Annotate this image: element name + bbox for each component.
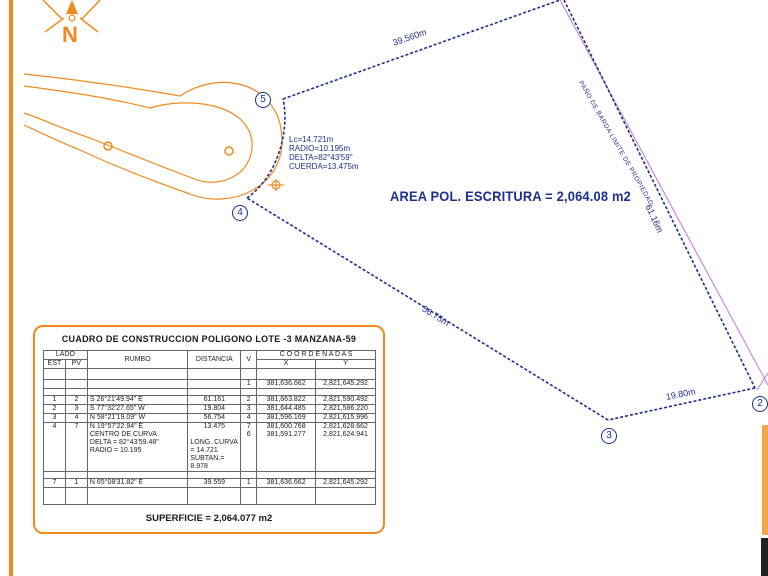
vertex-2: 2 [752,396,768,412]
curve-delta: DELTA=82°43'59" [289,153,353,162]
header-pv: PV [65,360,87,369]
vertex-4: 4 [232,205,248,221]
header-distancia: DISTANCIA [188,351,241,369]
road-outline [24,74,282,199]
table-row: 1 2 S 26°21'49.94" E 61.161 2 381,663.822 2,821,590.492 [44,396,376,405]
header-coordenadas: C O O R D E N A D A S [257,351,376,360]
header-est: EST [44,360,66,369]
header-rumbo: RUMBO [87,351,187,369]
table-row: 1 381,636.662 2,821,645.292 [44,380,376,389]
table-row [44,389,376,396]
curve-chord: CUERDA=13.475m [289,162,359,171]
segment-label-5-1: 39.560m [391,26,428,48]
table-title: CUADRO DE CONSTRUCCION POLIGONO LOTE -3 MANZANA-59 [61,334,357,344]
table-row [44,488,376,505]
header-v: V [241,351,257,369]
construction-table [33,325,385,534]
header-lado: LADO [44,351,88,360]
boundary-note: PAÑO DE BARDA LIMITE DE PROPIEDAD [576,79,655,207]
curve-radius: RADIO=10.195m [289,144,351,153]
vertex-5: 5 [255,92,271,108]
vertex-3: 3 [601,428,617,444]
table-row [44,369,376,380]
survey-mark-icon [268,179,284,191]
marker-circle-2 [225,147,233,155]
table-row: 3 4 N 58°21'19.09" W 56.754 4 381,596.169 2,821,615.996 [44,414,376,423]
superficie-total: SUPERFICIE = 2,064.077 m2 [145,513,273,524]
curve-length: Lc=14.721m [289,135,334,144]
table-row: 7 1 N 65°08'31.82" E 39.559 1 381,636.662 2,821,645.292 [44,479,376,488]
segment-label-1-2: 61.16m [643,202,666,235]
segment-label-2-3: 19.80m [665,386,697,402]
segment-label-3-4: 56.75m [420,303,452,329]
area-label: AREA POL. ESCRITURA = 2,064.08 m2 [390,188,631,204]
coordinates-grid [43,350,376,505]
table-row: 2 3 S 77°32'27.65" W 19.804 3 381,644.485 2,821,586.220 [44,405,376,414]
north-arrow-icon [43,0,100,47]
north-letter: N [62,22,78,47]
table-row [44,472,376,479]
curve-data [289,135,359,171]
table-row: 4 7 N 19°57'22.94" E CENTRO DE CURVA DELTA = 82°43'59.48" RADIO = 10.195 13.475 LONG. CURVA = 14.721 SUBTAN.= 8.978 7 6 381,600.768 381,591.277 2,821,628.662 2,821,624.941 [44,423,376,472]
header-x: X [257,360,316,369]
header-y: Y [316,360,376,369]
